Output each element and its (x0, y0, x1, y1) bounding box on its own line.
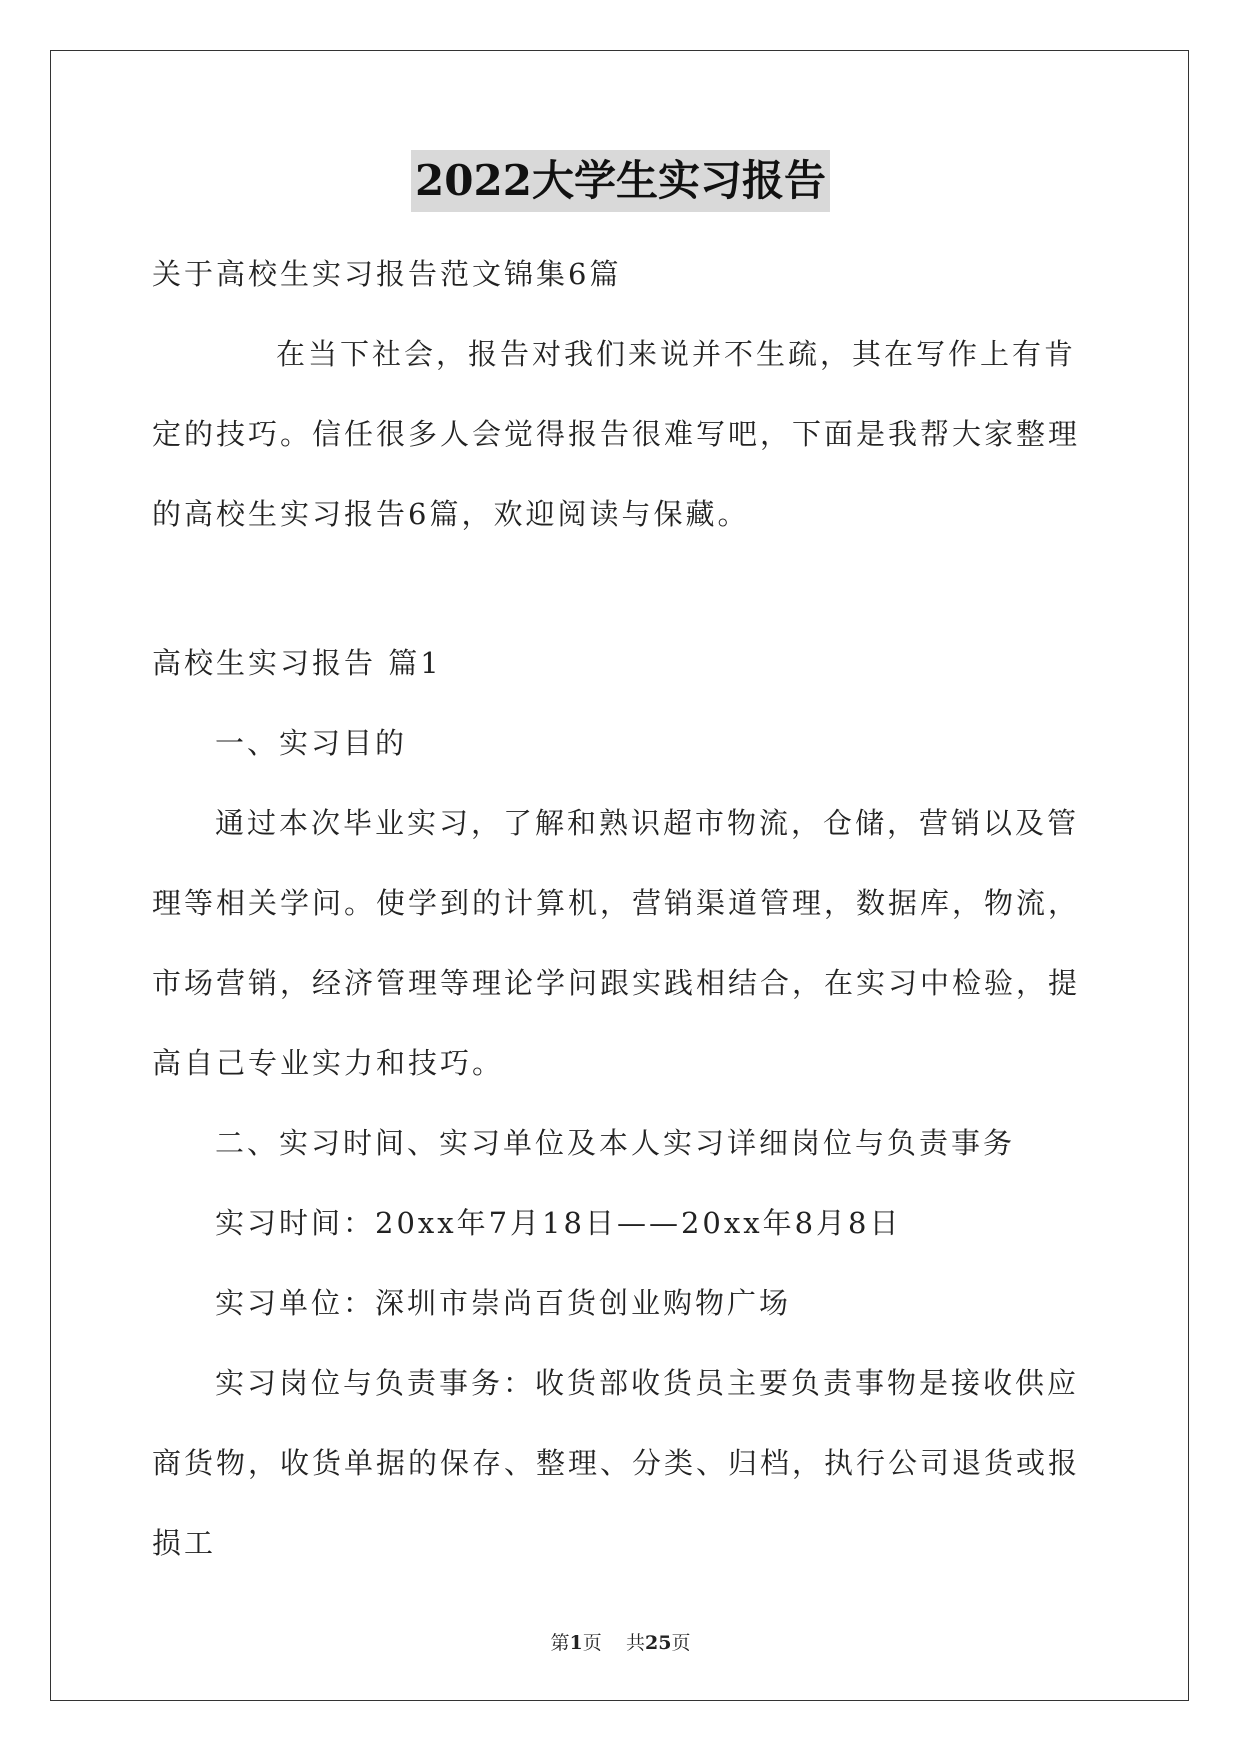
page-current: 1 (569, 1632, 583, 1654)
heading-purpose: 一、实习目的 (215, 726, 408, 760)
internship-duties: 实习岗位与负责事务：收货部收货员主要负责事物是接收供应商货物，收货单据的保存、整理、分类、归档，执行公司退货或报损工 (152, 1366, 1081, 1560)
purpose-paragraph: 通过本次毕业实习，了解和熟识超市物流，仓储，营销以及管理等相关学问。使学到的计算机，营销渠道管理，数据库，物流，市场营销，经济管理等理论学问跟实践相结合，在实习中检验，提高自己专业实力和技巧。 (152, 806, 1081, 1080)
document-subtitle: 关于高校生实习报告范文锦集6篇 (152, 257, 622, 291)
intro-paragraph: 在当下社会，报告对我们来说并不生疏，其在写作上有肯定的技巧。信任很多人会觉得报告很难写吧，下面是我帮大家整理的高校生实习报告6篇，欢迎阅读与保藏。 (152, 337, 1081, 531)
page-footer (0, 1628, 1241, 1655)
internship-unit: 实习单位：深圳市崇尚百货创业购物广场 (215, 1286, 792, 1320)
document-title: 2022大学生实习报告 (411, 150, 830, 212)
heading-time-unit: 二、实习时间、实习单位及本人实习详细岗位与负责事务 (215, 1126, 1016, 1160)
page-prefix: 第 (550, 1632, 570, 1654)
document-body (152, 234, 1092, 1583)
section-gap (152, 554, 1092, 623)
title-wrap (0, 150, 1241, 212)
page-total: 25 (644, 1632, 672, 1654)
internship-time: 实习时间：20xx年7月18日——20xx年8月8日 (215, 1206, 902, 1240)
total-prefix: 共 (625, 1632, 645, 1654)
page-suffix: 页 (582, 1632, 602, 1654)
total-suffix: 页 (671, 1632, 691, 1654)
section-heading: 高校生实习报告 篇1 (152, 646, 442, 680)
